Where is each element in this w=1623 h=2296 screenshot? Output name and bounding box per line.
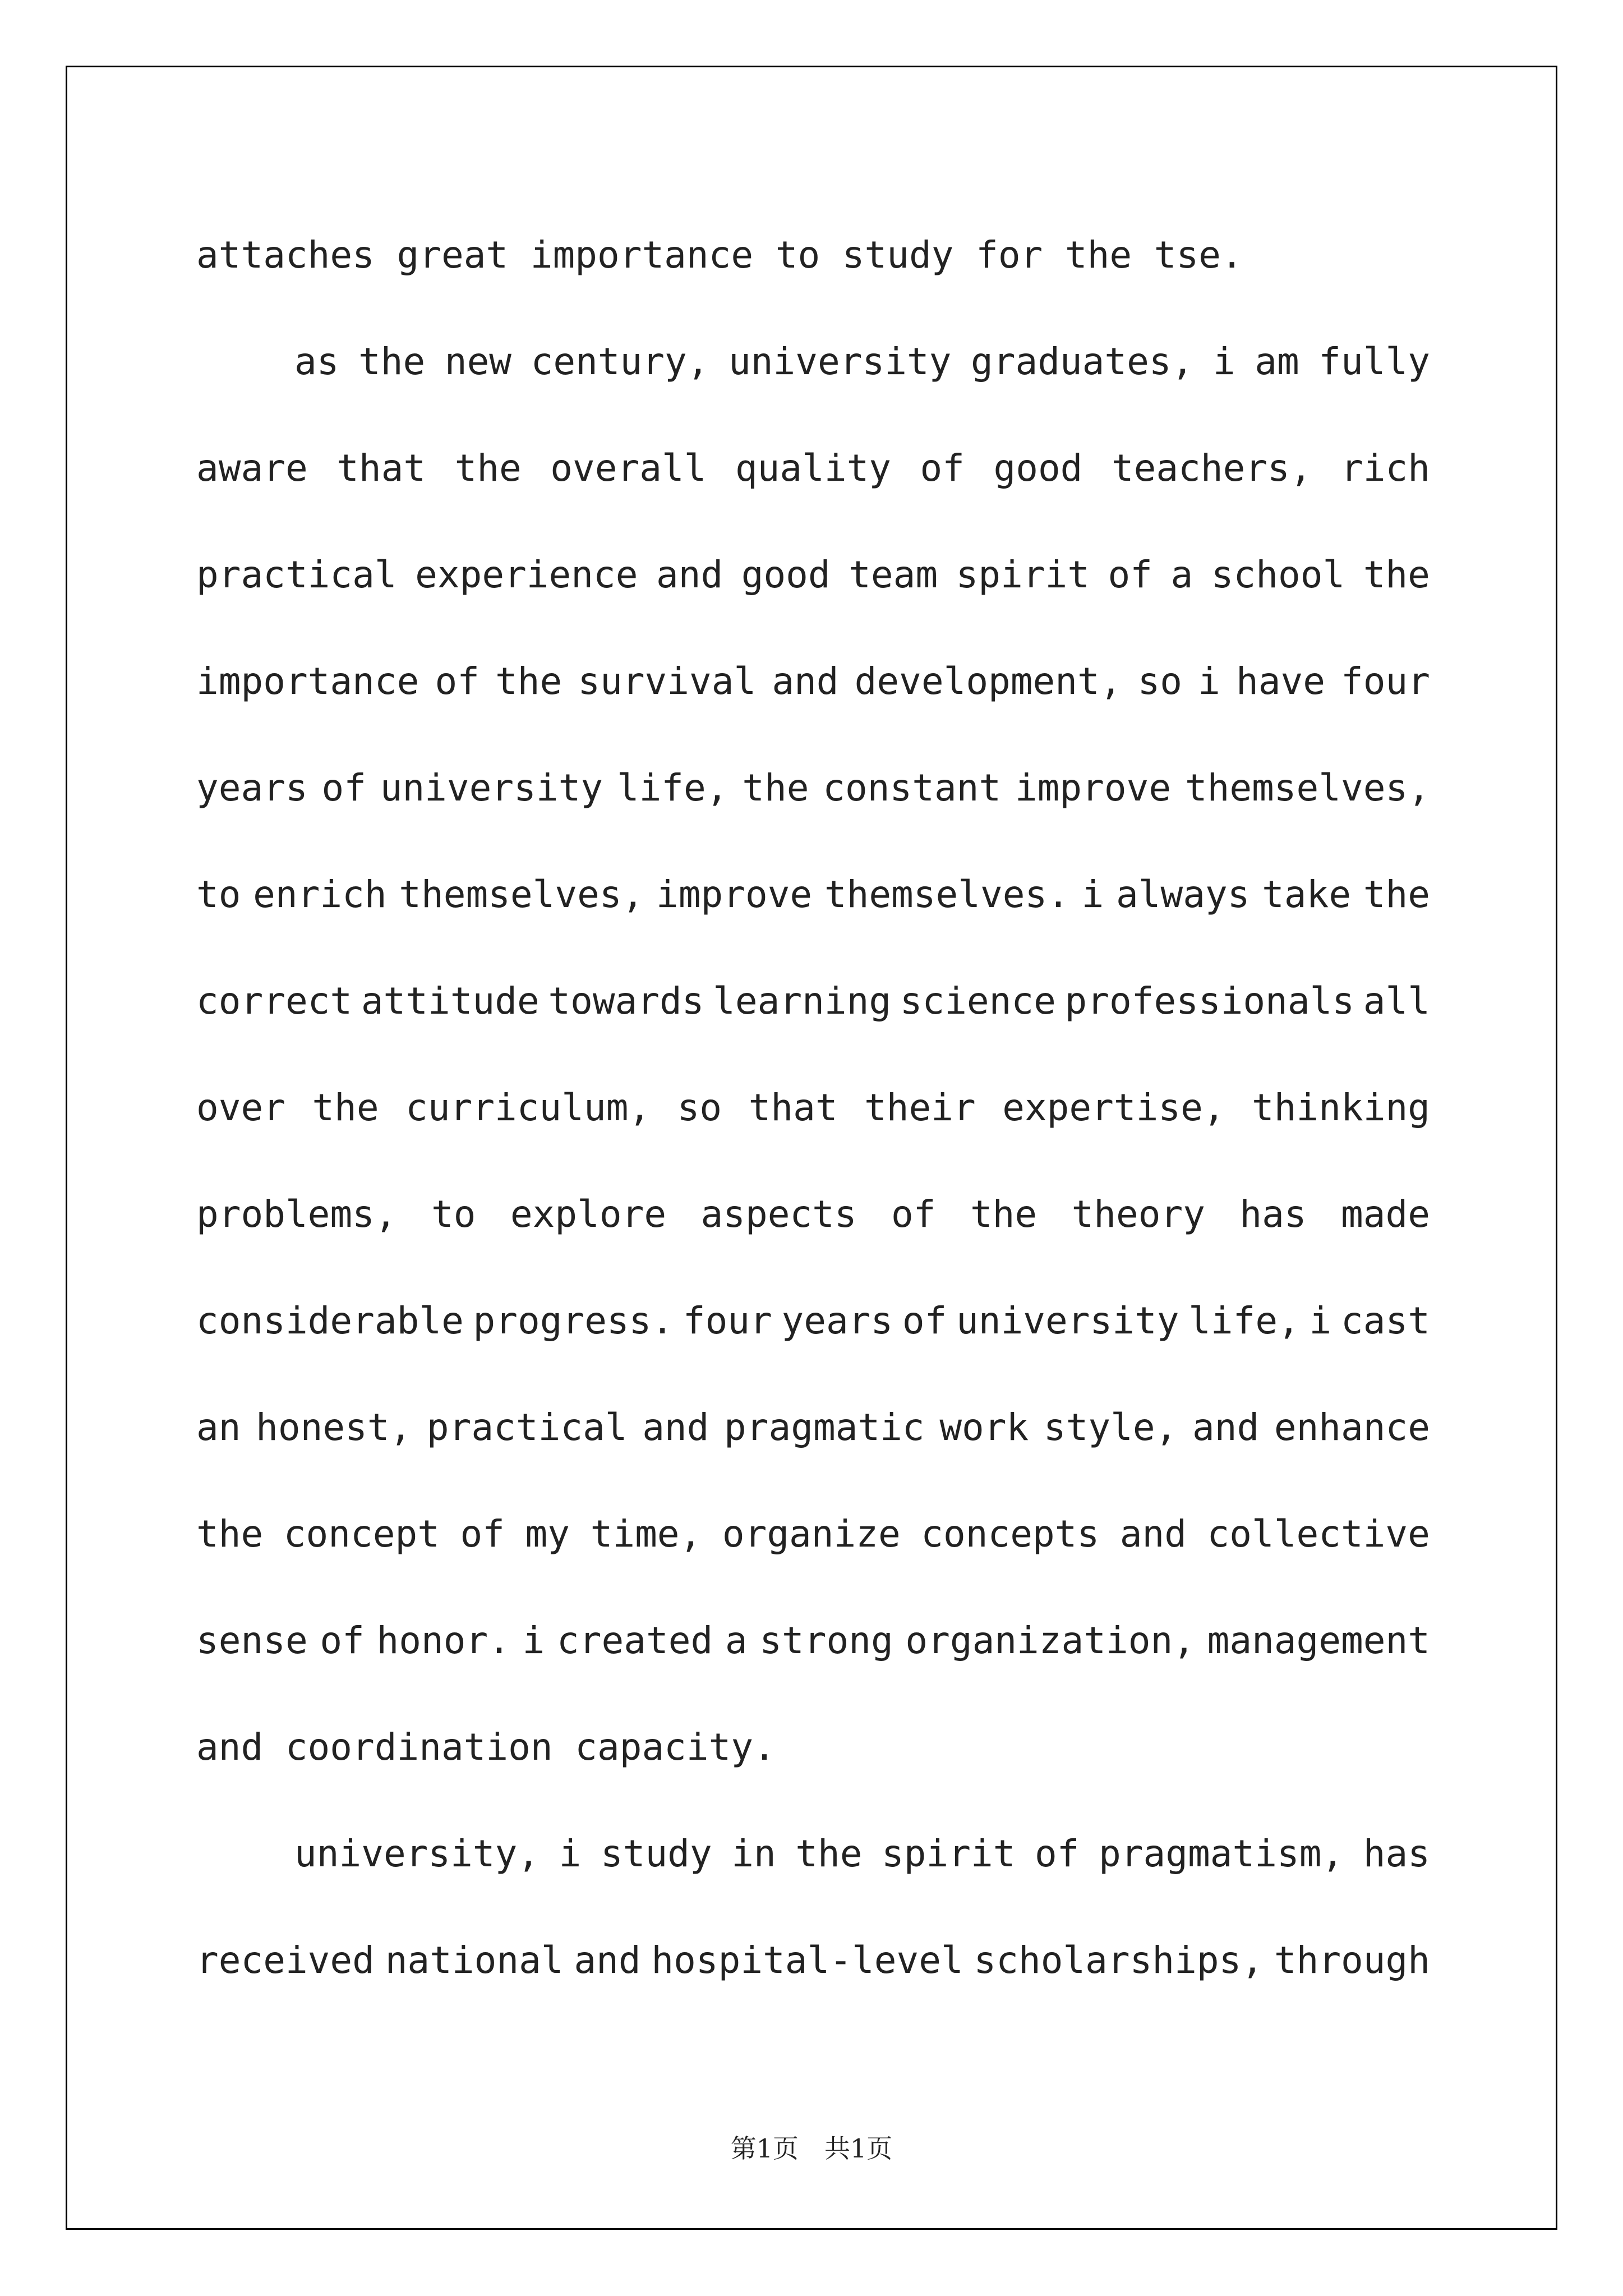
- word: four: [1341, 660, 1430, 703]
- word: progress.: [473, 1299, 674, 1342]
- word: and: [656, 553, 723, 596]
- word: i: [1081, 873, 1104, 916]
- text-line: [196, 959, 1430, 1066]
- word: a: [725, 1619, 748, 1662]
- text-line: [196, 320, 1430, 426]
- word: good: [993, 447, 1083, 490]
- word: graduates,: [970, 340, 1194, 383]
- word: an: [196, 1406, 241, 1449]
- word: time,: [590, 1512, 702, 1556]
- word: the: [1363, 553, 1430, 596]
- word: of: [920, 447, 965, 490]
- word: that: [748, 1086, 838, 1129]
- word: university: [380, 766, 603, 809]
- word: management: [1207, 1619, 1430, 1662]
- word: pragmatic: [724, 1406, 925, 1449]
- word: thinking: [1252, 1086, 1430, 1129]
- word: considerable: [196, 1299, 464, 1342]
- word: concept: [283, 1512, 440, 1556]
- text-line: [196, 1918, 1430, 2025]
- word: i: [1309, 1299, 1332, 1342]
- text-line: [196, 639, 1430, 746]
- text-line: [196, 1386, 1430, 1492]
- word: the: [1363, 873, 1430, 916]
- word: themselves.: [824, 873, 1069, 916]
- word: as: [294, 340, 339, 383]
- word: organization,: [905, 1619, 1195, 1662]
- word: spirit: [956, 553, 1090, 596]
- word: and: [196, 1726, 264, 1769]
- word: experience: [415, 553, 638, 596]
- word: enrich: [253, 873, 387, 916]
- word: university,: [294, 1832, 540, 1875]
- word: organize: [722, 1512, 901, 1556]
- word: team: [849, 553, 938, 596]
- word: explore: [510, 1193, 667, 1236]
- word: coordination: [285, 1726, 553, 1769]
- text-line: [196, 1812, 1430, 1918]
- word: improve: [656, 873, 813, 916]
- word: good: [741, 553, 831, 596]
- word: scholarships,: [974, 1939, 1264, 1982]
- word: science: [900, 979, 1056, 1023]
- word: study: [842, 233, 954, 277]
- word: capacity.: [575, 1726, 776, 1769]
- word: and: [642, 1406, 709, 1449]
- word: fully: [1318, 340, 1430, 383]
- word: to: [775, 233, 820, 277]
- word: i: [1212, 340, 1235, 383]
- word: the: [312, 1086, 379, 1129]
- word: century,: [531, 340, 709, 383]
- word: of: [902, 1299, 947, 1342]
- word: school: [1211, 553, 1345, 596]
- word: university: [728, 340, 952, 383]
- word: and: [772, 660, 839, 703]
- word: life,: [1188, 1299, 1300, 1342]
- word: great: [396, 233, 509, 277]
- word: themselves,: [1184, 766, 1430, 809]
- word: a: [1170, 553, 1193, 596]
- word: practical: [196, 553, 397, 596]
- word: in: [731, 1832, 776, 1875]
- text-line: [196, 1066, 1430, 1172]
- word: through: [1274, 1939, 1430, 1982]
- word: and: [1192, 1406, 1260, 1449]
- document-body: [196, 213, 1430, 2025]
- word: theory: [1071, 1193, 1205, 1236]
- word: collective: [1207, 1512, 1430, 1556]
- word: aspects: [700, 1193, 857, 1236]
- word: quality: [735, 447, 892, 490]
- word: and: [574, 1939, 641, 1982]
- word: of: [1035, 1832, 1080, 1875]
- word: my: [525, 1512, 570, 1556]
- word: practical: [426, 1406, 628, 1449]
- word: the: [742, 766, 809, 809]
- word: of: [321, 766, 366, 809]
- word: life,: [616, 766, 728, 809]
- word: the: [196, 1512, 264, 1556]
- word: four: [683, 1299, 772, 1342]
- word: to: [431, 1193, 476, 1236]
- text-line: [196, 426, 1430, 533]
- word: of: [891, 1193, 936, 1236]
- word: rich: [1340, 447, 1430, 490]
- word: the: [454, 447, 522, 490]
- word: tse.: [1154, 233, 1243, 277]
- word: so: [677, 1086, 722, 1129]
- word: i: [1198, 660, 1220, 703]
- word: hospital-level: [651, 1939, 963, 1982]
- word: enhance: [1274, 1406, 1430, 1449]
- word: towards: [548, 979, 704, 1023]
- text-line: [196, 853, 1430, 959]
- word: overall: [550, 447, 707, 490]
- word: have: [1235, 660, 1325, 703]
- word: sense: [196, 1619, 308, 1662]
- word: and: [1119, 1512, 1187, 1556]
- word: university: [956, 1299, 1179, 1342]
- word: work: [939, 1406, 1029, 1449]
- word: importance: [196, 660, 419, 703]
- word: constant: [823, 766, 1002, 809]
- word: style,: [1043, 1406, 1178, 1449]
- word: their: [864, 1086, 976, 1129]
- word: to: [196, 873, 241, 916]
- word: that: [336, 447, 426, 490]
- text-line: [196, 533, 1430, 639]
- word: importance: [530, 233, 754, 277]
- word: correct: [196, 979, 353, 1023]
- text-line: [196, 1599, 1430, 1705]
- word: study: [600, 1832, 712, 1875]
- word: new: [444, 340, 512, 383]
- text-line: [196, 1705, 1430, 1812]
- word: has: [1363, 1832, 1430, 1875]
- word: themselves,: [399, 873, 644, 916]
- word: professionals: [1064, 979, 1355, 1023]
- page-number-footer: 第1页 共1页: [730, 2133, 893, 2164]
- word: strong: [759, 1619, 893, 1662]
- word: improve: [1015, 766, 1172, 809]
- text-line: [196, 746, 1430, 853]
- word: of: [320, 1619, 365, 1662]
- word: survival: [578, 660, 757, 703]
- word: of: [1108, 553, 1153, 596]
- word: the: [495, 660, 562, 703]
- word: cast: [1341, 1299, 1430, 1342]
- word: pragmatism,: [1099, 1832, 1344, 1875]
- word: created: [557, 1619, 713, 1662]
- word: i: [559, 1832, 582, 1875]
- word: am: [1255, 340, 1299, 383]
- word: development,: [854, 660, 1122, 703]
- word: honor.: [376, 1619, 510, 1662]
- word: for: [976, 233, 1043, 277]
- word: attitude: [361, 979, 540, 1023]
- word: made: [1341, 1193, 1430, 1236]
- word: received: [196, 1939, 375, 1982]
- word: the: [358, 340, 426, 383]
- word: honest,: [256, 1406, 412, 1449]
- word: national: [385, 1939, 564, 1982]
- word: the: [795, 1832, 863, 1875]
- text-line: [196, 1279, 1430, 1386]
- word: spirit: [882, 1832, 1016, 1875]
- word: of: [435, 660, 479, 703]
- word: concepts: [921, 1512, 1100, 1556]
- word: always: [1116, 873, 1250, 916]
- word: learning: [713, 979, 892, 1023]
- word: expertise,: [1002, 1086, 1225, 1129]
- word: years: [196, 766, 308, 809]
- word: aware: [196, 447, 308, 490]
- text-line: [196, 1172, 1430, 1279]
- text-line: [196, 213, 1430, 320]
- word: take: [1262, 873, 1352, 916]
- word: years: [781, 1299, 893, 1342]
- word: over: [196, 1086, 285, 1129]
- word: so: [1137, 660, 1183, 703]
- word: all: [1363, 979, 1430, 1023]
- text-line: [196, 1492, 1430, 1599]
- word: problems,: [196, 1193, 397, 1236]
- word: i: [522, 1619, 545, 1662]
- word: the: [1064, 233, 1132, 277]
- word: curriculum,: [405, 1086, 651, 1129]
- word: teachers,: [1111, 447, 1312, 490]
- word: attaches: [196, 233, 375, 277]
- word: of: [460, 1512, 505, 1556]
- word: has: [1239, 1193, 1307, 1236]
- word: the: [970, 1193, 1038, 1236]
